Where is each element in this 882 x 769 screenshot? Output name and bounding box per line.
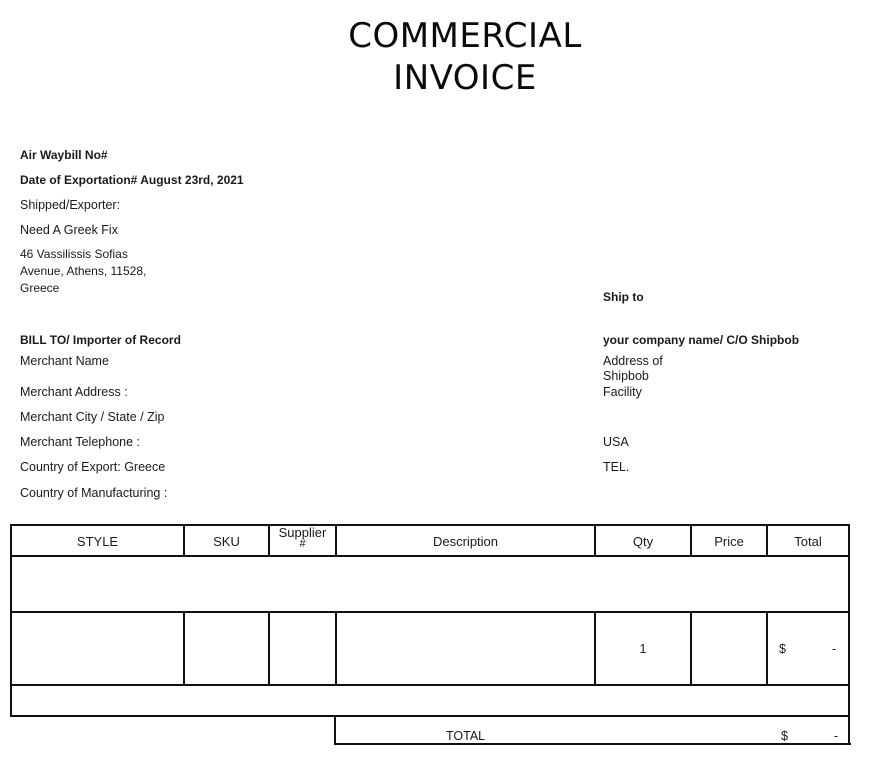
col-header-description: Description — [432, 534, 499, 549]
exporter-address-line1: 46 Vassilissis Sofias — [20, 247, 128, 261]
row3-bottom — [10, 715, 850, 717]
exporter-name: Need A Greek Fix — [20, 223, 118, 237]
shipped-exporter-label: Shipped/Exporter: — [20, 198, 121, 212]
exporter-address-line2: Avenue, Athens, 11528, — [20, 264, 147, 278]
total-label: TOTAL — [446, 729, 486, 743]
row-qty: 1 — [639, 642, 647, 656]
total-row-right — [848, 715, 850, 745]
ship-to-address-line1: Address of — [603, 354, 663, 368]
table-border-right — [848, 524, 850, 717]
col-divider — [268, 611, 270, 686]
header-row-bottom — [10, 555, 850, 557]
table-border-top — [10, 524, 850, 526]
ship-to-country: USA — [603, 435, 629, 449]
total-value: - — [834, 729, 839, 743]
col-header-supplier — [270, 526, 335, 549]
merchant-address: Merchant Address : — [20, 385, 128, 399]
total-row-left — [334, 715, 336, 745]
ship-to-company: your company name/ C/O Shipbob — [603, 333, 800, 347]
title-line-1: COMMERCIAL — [348, 16, 582, 56]
total-row-bottom — [334, 743, 851, 745]
col-divider — [766, 611, 768, 686]
merchant-city: Merchant City / State / Zip — [20, 410, 165, 424]
row-total-currency: $ — [779, 642, 786, 656]
col-divider — [690, 611, 692, 686]
col-header-sku: SKU — [213, 534, 240, 549]
col-header-total: Total — [794, 534, 822, 549]
row1-bottom — [10, 611, 850, 613]
title-line-2: INVOICE — [393, 58, 537, 98]
exporter-address-line3: Greece — [20, 281, 60, 295]
col-divider — [183, 611, 185, 686]
ship-to-address-line2: Shipbob — [603, 369, 649, 383]
country-of-manufacturing: Country of Manufacturing : — [20, 486, 168, 500]
row-total-value: - — [832, 642, 837, 656]
table-border-left — [10, 524, 12, 717]
ship-to-tel: TEL. — [603, 460, 630, 474]
col-header-qty: Qty — [632, 534, 654, 549]
date-of-exportation: Date of Exportation# August 23rd, 2021 — [20, 173, 244, 187]
row2-bottom — [10, 684, 850, 686]
total-currency: $ — [781, 729, 788, 743]
col-header-supplier-line2: # — [299, 538, 306, 550]
air-waybill-label: Air Waybill No# — [20, 148, 108, 162]
ship-to-address-line3: Facility — [603, 385, 642, 399]
col-divider — [335, 611, 337, 686]
col-header-price: Price — [714, 534, 744, 549]
merchant-name: Merchant Name — [20, 354, 109, 368]
col-header-style: STYLE — [76, 534, 119, 549]
merchant-telephone: Merchant Telephone : — [20, 435, 140, 449]
ship-to-heading: Ship to — [603, 290, 644, 304]
country-of-export: Country of Export: Greece — [20, 460, 166, 474]
col-header-supplier-line1: Supplier — [278, 525, 327, 540]
bill-to-heading: BILL TO/ Importer of Record — [20, 333, 181, 347]
